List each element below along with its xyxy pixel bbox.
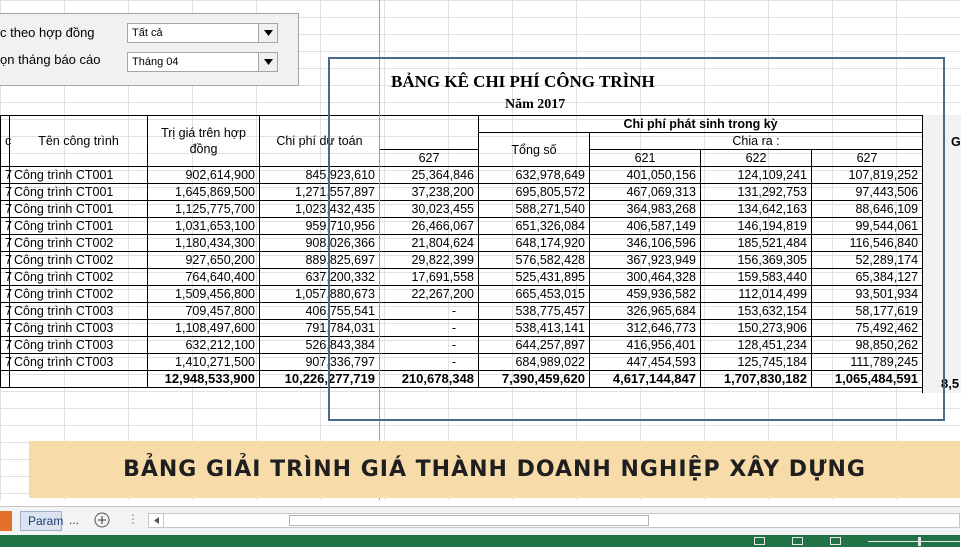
cell-627-b[interactable]: 97,443,506 — [812, 184, 923, 201]
cell-total[interactable]: 632,978,649 — [479, 167, 590, 184]
cell-total[interactable]: 576,582,428 — [479, 252, 590, 269]
cell-col-a[interactable]: 7 — [1, 303, 10, 320]
cell-project-name[interactable]: Công trình CT001 — [10, 201, 148, 218]
cell-contract-value[interactable]: 709,457,800 — [148, 303, 260, 320]
cell-627-a[interactable]: 26,466,067 — [380, 218, 479, 235]
header-blank[interactable] — [380, 116, 479, 150]
cell-622[interactable]: 185,521,484 — [701, 235, 812, 252]
cell-total[interactable]: 538,413,141 — [479, 320, 590, 337]
cell-estimated-cost[interactable]: 1,271,557,897 — [260, 184, 380, 201]
cell-627-a[interactable]: 25,364,846 — [380, 167, 479, 184]
cell-627-a[interactable]: - — [380, 320, 479, 337]
cell-col-a[interactable] — [1, 371, 10, 388]
cell-contract-value[interactable]: 1,125,775,700 — [148, 201, 260, 218]
cell-total[interactable]: 684,989,022 — [479, 354, 590, 371]
cell-project-name[interactable]: Công trình CT002 — [10, 269, 148, 286]
chevron-down-icon[interactable] — [258, 24, 277, 42]
cell-627-a[interactable]: 17,691,558 — [380, 269, 479, 286]
header-621[interactable]: 621 — [590, 150, 701, 167]
cell-627-a[interactable]: 30,023,455 — [380, 201, 479, 218]
chevron-down-icon[interactable] — [258, 53, 277, 71]
cell-621[interactable]: 447,454,593 — [590, 354, 701, 371]
cell-estimated-cost[interactable]: 1,023,432,435 — [260, 201, 380, 218]
zoom-slider-knob[interactable] — [918, 537, 921, 546]
sheet-tab-param[interactable]: Param — [20, 511, 62, 531]
table-row — [1, 303, 923, 320]
cell-627-a[interactable]: - — [380, 354, 479, 371]
cell-621[interactable]: 300,464,328 — [590, 269, 701, 286]
cell-col-a[interactable]: 7 — [1, 167, 10, 184]
filter-panel — [0, 13, 299, 86]
cell-622[interactable]: 124,109,241 — [701, 167, 812, 184]
header-627-b[interactable]: 627 — [812, 150, 923, 167]
cell-621[interactable]: 326,965,684 — [590, 303, 701, 320]
cell-estimated-cost[interactable]: 907,336,797 — [260, 354, 380, 371]
contract-filter-label: c theo hợp đồng — [0, 25, 95, 40]
cell-contract-value[interactable]: 1,108,497,600 — [148, 320, 260, 337]
sheet-tab-bar — [0, 506, 960, 535]
cell-col-a[interactable]: 7 — [1, 235, 10, 252]
contract-filter-value: Tất cả — [132, 27, 163, 39]
cell-total[interactable]: 538,775,457 — [479, 303, 590, 320]
table-row — [1, 320, 923, 337]
cell-contract-value[interactable]: 1,031,653,100 — [148, 218, 260, 235]
more-tabs-button[interactable]: ... — [69, 513, 80, 527]
cell-627-b[interactable]: 75,492,462 — [812, 320, 923, 337]
cell-col-a[interactable]: 7 — [1, 218, 10, 235]
freeze-pane-divider — [379, 0, 380, 500]
totals-row — [1, 371, 923, 388]
cell-622[interactable]: 134,642,163 — [701, 201, 812, 218]
cell-total[interactable]: 588,271,540 — [479, 201, 590, 218]
table-row — [1, 286, 923, 303]
table-row — [1, 201, 923, 218]
cell-estimated-cost[interactable]: 959,710,956 — [260, 218, 380, 235]
partial-header: G — [951, 135, 961, 149]
normal-view-icon[interactable] — [754, 537, 765, 545]
cell-622[interactable]: 153,632,154 — [701, 303, 812, 320]
month-filter-label: ọn tháng báo cáo — [0, 52, 101, 67]
cell-627-b[interactable]: 98,850,262 — [812, 337, 923, 354]
cell-estimated-cost[interactable]: 406,755,541 — [260, 303, 380, 320]
cell-627-b[interactable]: 107,819,252 — [812, 167, 923, 184]
cell-total[interactable]: 665,453,015 — [479, 286, 590, 303]
header-contract-value[interactable]: Trị giá trên hợp đồng — [148, 116, 260, 167]
total-contract-value[interactable]: 12,948,533,900 — [148, 371, 260, 388]
cell-total[interactable]: 644,257,897 — [479, 337, 590, 354]
total-622[interactable]: 1,707,830,182 — [701, 371, 812, 388]
scroll-thumb[interactable] — [289, 515, 649, 526]
header-incurred-cost[interactable]: Chi phí phát sinh trong kỳ — [479, 116, 923, 133]
zoom-slider[interactable] — [868, 541, 960, 542]
header-627-a[interactable]: 627 — [380, 150, 479, 167]
total-627-a[interactable]: 210,678,348 — [380, 371, 479, 388]
cell-contract-value[interactable]: 1,180,434,300 — [148, 235, 260, 252]
cell-col-a[interactable]: 7 — [1, 337, 10, 354]
header-estimated-cost[interactable]: Chi phí dự toán — [260, 116, 380, 167]
scroll-left-icon[interactable] — [149, 514, 164, 527]
cell-621[interactable]: 459,936,582 — [590, 286, 701, 303]
cell-622[interactable]: 125,745,184 — [701, 354, 812, 371]
page-layout-icon[interactable] — [792, 537, 803, 545]
cell-627-b[interactable]: 65,384,127 — [812, 269, 923, 286]
cell-622[interactable]: 159,583,440 — [701, 269, 812, 286]
table-row — [1, 235, 923, 252]
total-total[interactable]: 7,390,459,620 — [479, 371, 590, 388]
cell-622[interactable]: 156,369,305 — [701, 252, 812, 269]
cell-621[interactable]: 406,587,149 — [590, 218, 701, 235]
cell-contract-value[interactable]: 902,614,900 — [148, 167, 260, 184]
cell-contract-value[interactable]: 1,645,869,500 — [148, 184, 260, 201]
add-sheet-icon[interactable] — [94, 512, 110, 528]
cell-col-a[interactable]: 7 — [1, 252, 10, 269]
cell-total[interactable]: 525,431,895 — [479, 269, 590, 286]
cell-621[interactable]: 346,106,596 — [590, 235, 701, 252]
cell-622[interactable]: 146,194,819 — [701, 218, 812, 235]
cell-622[interactable]: 128,451,234 — [701, 337, 812, 354]
cell-project-name[interactable]: Công trình CT003 — [10, 354, 148, 371]
cell-col-a[interactable]: 7 — [1, 354, 10, 371]
cell-estimated-cost[interactable]: 845,923,610 — [260, 167, 380, 184]
cell-estimated-cost[interactable]: 908,026,366 — [260, 235, 380, 252]
tab-splitter-icon[interactable]: ⋮ — [127, 512, 139, 526]
cell-project-name[interactable]: Công trình CT003 — [10, 320, 148, 337]
month-filter-value: Tháng 04 — [132, 56, 179, 68]
status-bar — [0, 535, 960, 547]
cell-627-a[interactable]: - — [380, 337, 479, 354]
contract-filter-combobox[interactable] — [127, 23, 278, 43]
partial-total: 8,5 — [941, 376, 960, 391]
cell-estimated-cost[interactable]: 637,200,332 — [260, 269, 380, 286]
cell-estimated-cost[interactable]: 889,825,697 — [260, 252, 380, 269]
page-break-icon[interactable] — [830, 537, 841, 545]
header-col-a[interactable]: c — [1, 116, 10, 167]
cell-col-a[interactable]: 7 — [1, 286, 10, 303]
cell-622[interactable]: 150,273,906 — [701, 320, 812, 337]
cell-627-b[interactable]: 111,789,245 — [812, 354, 923, 371]
cell-project-name[interactable]: Công trình CT001 — [10, 184, 148, 201]
cell-project-name[interactable]: Công trình CT001 — [10, 167, 148, 184]
table-row — [1, 354, 923, 371]
cell-project-name[interactable]: Công trình CT001 — [10, 218, 148, 235]
header-622[interactable]: 622 — [701, 150, 812, 167]
cell-col-a[interactable]: 7 — [1, 201, 10, 218]
cell-621[interactable]: 312,646,773 — [590, 320, 701, 337]
cell-627-b[interactable]: 58,177,619 — [812, 303, 923, 320]
cell-contract-value[interactable]: 764,640,400 — [148, 269, 260, 286]
cell-estimated-cost[interactable]: 791,784,031 — [260, 320, 380, 337]
cell-project-name[interactable]: Công trình CT003 — [10, 303, 148, 320]
cell-627-b[interactable]: 93,501,934 — [812, 286, 923, 303]
cell-627-a[interactable]: 37,238,200 — [380, 184, 479, 201]
cell-col-a[interactable]: 7 — [1, 320, 10, 337]
cell-col-a[interactable]: 7 — [1, 269, 10, 286]
cell-contract-value[interactable]: 1,509,456,800 — [148, 286, 260, 303]
cell-contract-value[interactable]: 1,410,271,500 — [148, 354, 260, 371]
cell-contract-value[interactable]: 632,212,100 — [148, 337, 260, 354]
cell-622[interactable]: 131,292,753 — [701, 184, 812, 201]
cell-total[interactable]: 651,326,084 — [479, 218, 590, 235]
header-project-name[interactable]: Tên công trình — [10, 116, 148, 167]
cell-621[interactable]: 467,069,313 — [590, 184, 701, 201]
table-row — [1, 184, 923, 201]
cost-table — [0, 115, 923, 388]
table-row — [1, 269, 923, 286]
tab-scroll-arrow[interactable] — [0, 511, 12, 531]
banner-text: BẢNG GIẢI TRÌNH GIÁ THÀNH DOANH NGHIỆP XÂY DỰNG — [123, 457, 866, 482]
table-row — [1, 167, 923, 184]
table-row — [1, 337, 923, 354]
total-estimated-cost[interactable]: 10,226,277,719 — [260, 371, 380, 388]
horizontal-scrollbar[interactable] — [148, 513, 960, 528]
cell-621[interactable]: 401,050,156 — [590, 167, 701, 184]
cell-627-a[interactable]: 21,804,624 — [380, 235, 479, 252]
cell-project-name[interactable]: Công trình CT002 — [10, 286, 148, 303]
cell-621[interactable]: 367,923,949 — [590, 252, 701, 269]
header-total[interactable]: Tổng số — [479, 133, 590, 167]
cell-627-b[interactable]: 88,646,109 — [812, 201, 923, 218]
total-621[interactable]: 4,617,144,847 — [590, 371, 701, 388]
report-title: BẢNG KÊ CHI PHÍ CÔNG TRÌNH — [391, 72, 655, 91]
partial-right-column[interactable] — [922, 115, 961, 393]
cell-627-b[interactable]: 99,544,061 — [812, 218, 923, 235]
cell-627-a[interactable]: 29,822,399 — [380, 252, 479, 269]
cell-project-name[interactable]: Công trình CT002 — [10, 235, 148, 252]
cell-project-name[interactable]: Công trình CT002 — [10, 252, 148, 269]
caption-banner — [29, 441, 960, 498]
table-row — [1, 252, 923, 269]
cell-621[interactable]: 416,956,401 — [590, 337, 701, 354]
cell-estimated-cost[interactable]: 1,057,880,673 — [260, 286, 380, 303]
cell-622[interactable]: 112,014,499 — [701, 286, 812, 303]
cell-contract-value[interactable]: 927,650,200 — [148, 252, 260, 269]
cell-621[interactable]: 364,983,268 — [590, 201, 701, 218]
table-row — [1, 218, 923, 235]
header-breakdown[interactable]: Chia ra : — [590, 133, 923, 150]
cell-project-name[interactable] — [10, 371, 148, 388]
cell-project-name[interactable]: Công trình CT003 — [10, 337, 148, 354]
cell-627-b[interactable]: 116,546,840 — [812, 235, 923, 252]
cell-total[interactable]: 648,174,920 — [479, 235, 590, 252]
cell-estimated-cost[interactable]: 526,843,384 — [260, 337, 380, 354]
cell-total[interactable]: 695,805,572 — [479, 184, 590, 201]
cell-627-a[interactable]: - — [380, 303, 479, 320]
cell-627-b[interactable]: 52,289,174 — [812, 252, 923, 269]
report-year: Năm 2017 — [505, 97, 566, 112]
cell-627-a[interactable]: 22,267,200 — [380, 286, 479, 303]
total-627-b[interactable]: 1,065,484,591 — [812, 371, 923, 388]
month-filter-combobox[interactable] — [127, 52, 278, 72]
cell-col-a[interactable]: 7 — [1, 184, 10, 201]
